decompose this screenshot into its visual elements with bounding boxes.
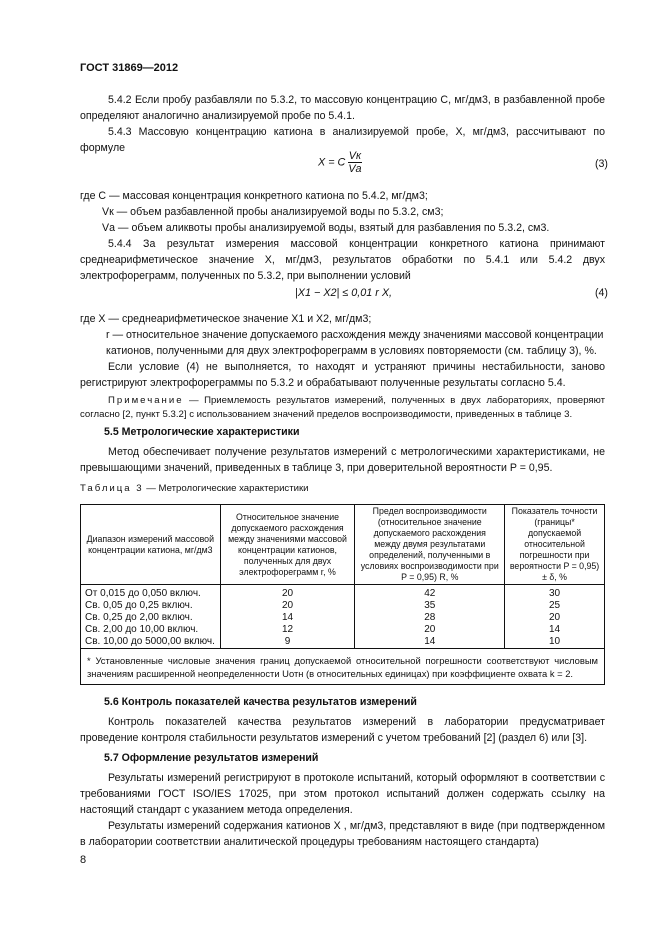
range-value: От 0,015 до 0,050 включ. [85, 588, 201, 599]
table-caption [80, 482, 309, 496]
paragraph-else: Если условие (4) не выполняется, то находят и устраняют причины нестабильности, заново регистрируют электрофореграммы по 5.3.2 и обрабатывают полученные результаты согласно 5.4. [80, 361, 605, 390]
section-5-6-text: Контроль показателей качества результатов измерений в лаборатории предусматривает проведение контроля стабильности результатов измерений с учетом требований [2] (раздел 6) или [3]. [80, 716, 605, 745]
r-value: 20 [281, 600, 294, 611]
section-5-6-title: 5.6 Контроль показателей качества результатов измерений [104, 696, 417, 708]
r-value: 20 [281, 588, 294, 599]
table-footnote-row [81, 649, 605, 685]
section-5-5-title: 5.5 Метрологические характеристики [104, 426, 300, 438]
range-value: Св. 0,05 до 0,25 включ. [85, 600, 193, 611]
definition-vk: Vк — объем разбавленной пробы анализируемой воды по 5.3.2, см3; [102, 206, 444, 218]
delta-value: 25 [548, 600, 561, 611]
header-R: Предел воспроизводимости (относительное значение допускаемого расхождения между двумя результатами определений, полученными в условиях воспроизводимости при P = 0,95) R, % [355, 505, 505, 585]
section-5-7-text-1: Результаты измерений регистрируют в протоколе испытаний, который оформляют в соответствии с требованиями ГОСТ ISO/IES 17025, при этом протокол испытаний должен содержать ссылку на настоящий стандарт с указанием метода определения. [80, 772, 605, 817]
section-5-7-title: 5.7 Оформление результатов измерений [104, 752, 319, 764]
delta-value: 10 [548, 636, 561, 647]
page-number: 8 [80, 854, 87, 866]
table-data-row [81, 585, 605, 649]
R-value: 20 [424, 624, 436, 635]
note [80, 394, 605, 422]
delta-value: 14 [548, 624, 561, 635]
formula-3-lhs: X = C [318, 156, 346, 169]
definition-x-mean: где X — среднеарифметическое значение X1 и X2, мг/дм3; [80, 313, 372, 325]
R-value: 35 [424, 600, 436, 611]
equation-number-4: (4) [595, 287, 608, 299]
formula-3 [318, 150, 362, 175]
definition-c: где C — массовая концентрация конкретного катиона по 5.4.2, мг/дм3; [80, 190, 428, 202]
R-value: 14 [424, 636, 436, 647]
metrology-table [80, 504, 605, 685]
definition-r: r — относительное значение допускаемого расхождения между значениями массовой концентрации катионов, полученными для двух электрофореграмм в условиях повторяемости (см. таблицу 3), %. [106, 329, 604, 358]
section-5-7-text-2: Результаты измерений содержания катионов X , мг/дм3, представляют в виде (при подтвержденном в лаборатории соответствии аналитической процедуры требованиям настоящего стандарта) [80, 820, 605, 849]
header-r: Относительное значение допускаемого расхождения между значениями массовой концентрации катионов, полученных для двух электрофореграмм r, % [220, 505, 355, 585]
note-text: — Приемлемость результатов измерений, полученных в двух лабораториях, проверяют согласно [2, пункт 5.3.2] с использованием значений пределов воспроизводимости, приведенных в таблице 3. [80, 395, 605, 420]
r-value: 14 [281, 612, 294, 623]
document-header: ГОСТ 31869—2012 [80, 62, 179, 74]
R-cell [355, 585, 505, 649]
section-5-5-text: Метод обеспечивает получение результатов измерений с метрологическими характеристиками, не превышающими значений, приведенных в таблице 3, при доверительной вероятности P = 0,95. [80, 446, 605, 475]
formula-3-numerator: Vк [348, 150, 362, 162]
definition-va: Vа — объем аликвоты пробы анализируемой воды, взятый для разбавления по 5.3.2, см3. [102, 222, 550, 234]
range-value: Св. 2,00 до 10,00 включ. [85, 624, 199, 635]
R-value: 28 [424, 612, 436, 623]
table-header-row [81, 505, 605, 585]
note-label: Примечание [108, 395, 184, 406]
delta-value: 30 [548, 588, 561, 599]
range-value: Св. 10,00 до 5000,00 включ. [85, 636, 215, 647]
range-cell [81, 585, 221, 649]
delta-value: 20 [548, 612, 561, 623]
formula-4: |X1 − X2| ≤ 0,01 r X, [295, 287, 393, 299]
header-delta: Показатель точности (границы* допускаемой относительной погрешности при вероятности P = 0,95) ± δ, % [505, 505, 605, 585]
table-footnote: * Установленные числовые значения границ допускаемой относительной погрешности соответствуют числовым значениям расширенной неопределенности Uотн (в относительных единицах) при коэффициенте охвата k = 2. [81, 649, 605, 685]
R-value: 42 [424, 588, 436, 599]
delta-cell [505, 585, 605, 649]
r-value: 12 [281, 624, 294, 635]
formula-3-denominator: Vа [348, 163, 362, 175]
table-caption-label: Таблица 3 [80, 483, 144, 494]
r-value: 9 [284, 636, 291, 647]
header-range: Диапазон измерений массовой концентрации катиона, мг/дм3 [81, 505, 221, 585]
range-value: Св. 0,25 до 2,00 включ. [85, 612, 193, 623]
equation-number-3: (3) [595, 158, 608, 170]
paragraph-5-4-2: 5.4.2 Если пробу разбавляли по 5.3.2, то массовую концентрацию C, мг/дм3, в разбавленной пробе определяют аналогично анализируемой пробе по 5.4.1. [80, 94, 605, 123]
table-caption-text: — Метрологические характеристики [143, 483, 309, 494]
r-cell [220, 585, 355, 649]
formula-3-fraction [348, 150, 361, 175]
paragraph-5-4-3: 5.4.3 Массовую концентрацию катиона в анализируемой пробе, X, мг/дм3, рассчитывают по формуле [80, 126, 605, 155]
paragraph-5-4-4: 5.4.4 За результат измерения массовой концентрации конкретного катиона принимают среднеарифметическое значение X, мг/дм3, результатов обработки по 5.4.1 или 5.4.2 двух электрофореграмм, полученных по 5.3.2, при выполнении условий [80, 238, 605, 283]
